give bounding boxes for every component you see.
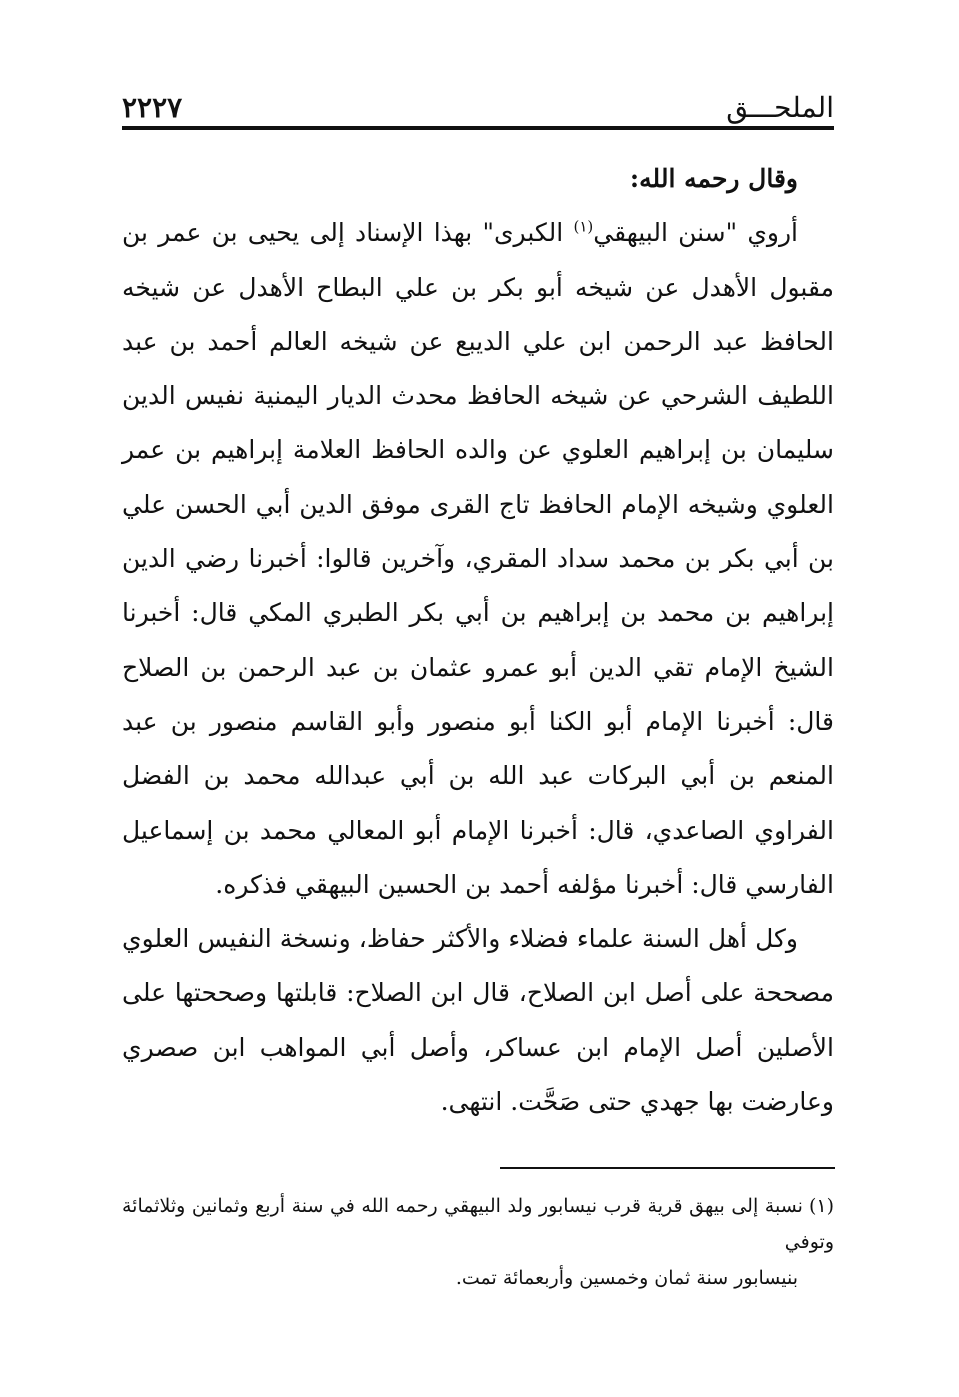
footnote-divider (500, 1167, 835, 1169)
paragraph-isnad-rest: الكبرى" بهذا الإسناد إلى يحيى بن عمر بن مقبول الأهدل عن شيخه أبو بكر بن علي البطاح الأهدل عن شيخه الحافظ عبد الرحمن ابن علي الديبع عن شيخه العالم أحمد بن عبد اللطيف الشرحي عن شيخه الحافظ محدث الديار اليمنية نفيس الدين سليمان بن إبراهيم العلوي عن والده الحافظ العلامة إبراهيم بن عمر العلوي وشيخه الإمام الحافظ تاج القرى موفق الدين أبي الحسن علي بن أبي بكر بن محمد سداد المقري، وآخرين قالوا: أخبرنا رضي الدين إبراهيم بن محمد بن إبراهيم بن أبي بكر الطبري المكي قال: أخبرنا الشيخ الإمام تقي الدين أبو عمرو عثمان بن عبد الرحمن بن الصلاح قال: أخبرنا الإمام أبو الكنا أبو منصور وأبو القاسم منصور بن عبد المنعم بن أبي البركات عبد الله بن أبي عبدالله محمد بن الفضل الفراوي الصاعدي، قال: أخبرنا الإمام أبو المعالي محمد بن إسماعيل الفارسي قال: أخبرنا مؤلفه أحمد بن الحسين البيهقي فذكره. (122, 218, 835, 899)
page-header (122, 84, 834, 124)
paragraph-isnad (122, 206, 834, 912)
paragraph-isnad-start: أروي "سنن البيهقي (593, 218, 798, 248)
footnote (122, 1188, 834, 1296)
footnote-line-2: بنيسابور سنة ثمان وخمسين وأربعمائة تمت. (455, 1267, 798, 1289)
paragraph-manuscript-note: وكل أهل السنة علماء فضلاء والأكثر حفاظ، ونسخة النفيس العلوي مصححة على أصل ابن الصلاح، قال ابن الصلاح: قابلتها وصححتها على الأصلين أصل الإمام ابن عساكر، وأصل أبي المواهب ابن صصري وعارضت بها جهدي حتى صَحَّت. انتهى. (122, 924, 834, 1117)
footnote-marker[interactable]: (١) (573, 217, 594, 236)
footnote-text-1: نسبة إلى بيهق قرية قرب نيسابور ولد البيهقي رحمه الله في سنة أربع وثمانين وثلاثمائة وتوفي (122, 1195, 834, 1253)
main-text (122, 152, 834, 1129)
footnote-line-1 (122, 1188, 834, 1260)
running-title: الملحـــق (726, 91, 834, 124)
intro-line: وقال رحمه الله: (629, 164, 798, 193)
header-divider (122, 126, 834, 130)
page-number: ٢٢٢٧ (122, 91, 183, 124)
footnote-number: (١) (808, 1195, 834, 1217)
